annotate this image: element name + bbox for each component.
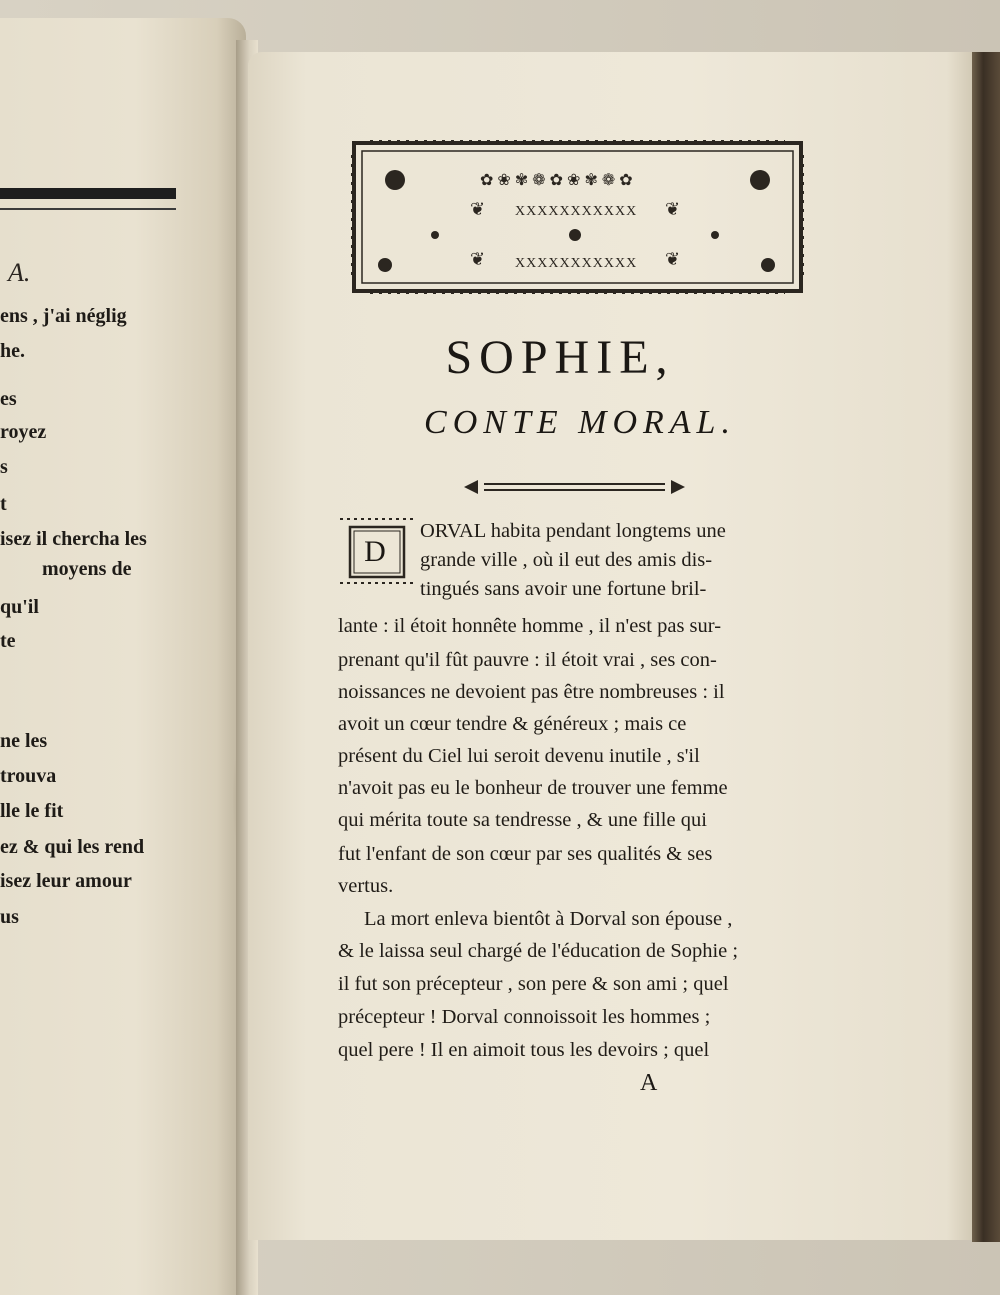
left-header-rule-thin <box>0 208 176 210</box>
svg-text:❦: ❦ <box>470 199 486 220</box>
svg-text:❦: ❦ <box>665 199 681 220</box>
text-line: vertus. <box>338 875 394 897</box>
svg-text:XXXXXXXXXXX: XXXXXXXXXXX <box>515 204 638 219</box>
left-line: ez & qui les rend <box>0 836 145 858</box>
text-line: ORVAL habita pendant longtems une <box>420 520 726 542</box>
text-line: tingués sans avoir une fortune bril- <box>420 578 707 600</box>
svg-text:❦: ❦ <box>665 249 681 270</box>
text-line: noissances ne devoient pas être nombreuses : il <box>338 681 725 703</box>
header-ornament-icon <box>350 135 805 295</box>
drop-cap: D <box>364 535 386 568</box>
left-page <box>0 18 246 1295</box>
left-line: es <box>0 388 17 410</box>
story-subtitle: CONTE MORAL. <box>424 404 736 441</box>
left-line: ens , j'ai néglig <box>0 305 127 327</box>
text-line: n'avoit pas eu le bonheur de trouver une femme <box>338 777 728 799</box>
left-signature: A. <box>8 258 31 287</box>
left-line: us <box>0 906 19 928</box>
left-line: lle le fit <box>0 800 64 822</box>
book-cover-edge <box>972 52 1000 1242</box>
left-line: he. <box>0 340 25 362</box>
text-line: précepteur ! Dorval connoissoit les hommes ; <box>338 1006 711 1028</box>
text-line: prenant qu'il fût pauvre : il étoit vrai , ses con- <box>338 649 717 671</box>
text-line: il fut son précepteur , son pere & son ami ; quel <box>338 973 729 995</box>
svg-text:❦: ❦ <box>470 249 486 270</box>
text-line: quel pere ! Il en aimoit tous les devoirs ; quel <box>338 1039 710 1061</box>
left-line: royez <box>0 421 47 443</box>
text-line: présent du Ciel lui seroit devenu inutile , s'il <box>338 745 700 767</box>
left-line: trouva <box>0 765 57 787</box>
left-line: isez il chercha les <box>0 528 147 550</box>
text-line: lante : il étoit honnête homme , il n'est pas sur- <box>338 615 722 637</box>
left-line: isez leur amour <box>0 870 132 892</box>
left-line: t <box>0 493 7 515</box>
left-header-rule <box>0 188 176 199</box>
left-line: moyens de <box>42 558 132 580</box>
svg-text:✿❀✾❁✿❀✾❁✿: ✿❀✾❁✿❀✾❁✿ <box>480 170 637 189</box>
left-line: s <box>0 456 8 478</box>
text-line: qui mérita toute sa tendresse , & une fille qui <box>338 809 707 831</box>
text-line: & le laissa seul chargé de l'éducation de Sophie ; <box>338 940 739 962</box>
svg-text:XXXXXXXXXXX: XXXXXXXXXXX <box>515 256 638 271</box>
text-line: avoit un cœur tendre & généreux ; mais ce <box>338 713 687 735</box>
page-signature: A <box>640 1070 658 1096</box>
text-line: La mort enleva bientôt à Dorval son épouse , <box>364 908 733 930</box>
left-line: qu'il <box>0 596 39 618</box>
text-line: grande ville , où il eut des amis dis- <box>420 549 713 571</box>
left-line: te <box>0 630 16 652</box>
story-title: SOPHIE, <box>445 331 675 384</box>
text-line: fut l'enfant de son cœur par ses qualités & ses <box>338 843 713 865</box>
title-divider-ornament-icon <box>462 476 687 498</box>
left-line: ne les <box>0 730 48 752</box>
